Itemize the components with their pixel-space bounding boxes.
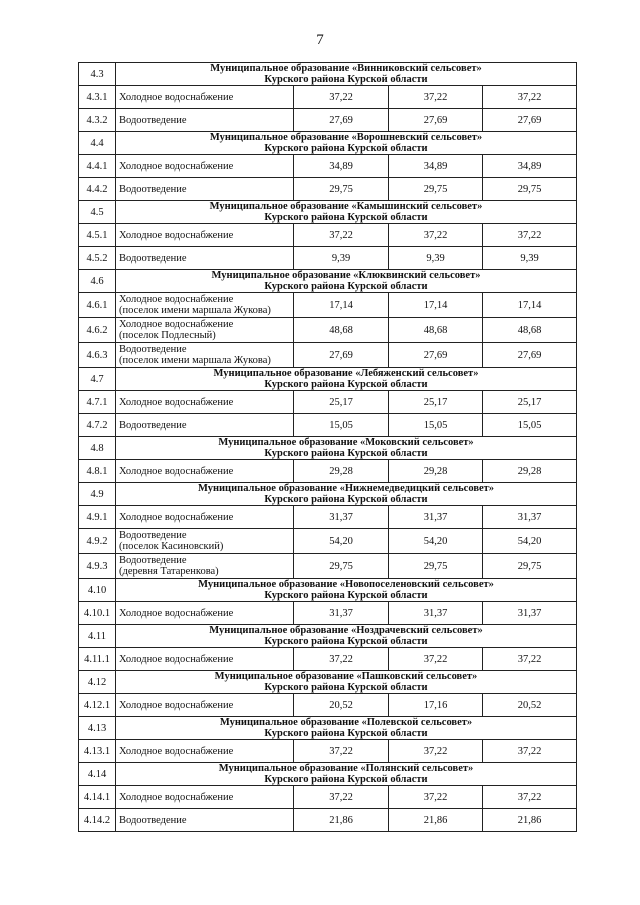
tariff-row (79, 786, 577, 809)
tariff-value-text: 25,17 (423, 396, 448, 408)
municipality-title-line2: Курского района Курской области (264, 212, 428, 223)
service-line: Холодное водоснабжение (119, 465, 234, 477)
municipality-title-line2: Курского района Курской области (264, 774, 428, 785)
row-number: 4.6.3 (79, 343, 116, 368)
service-cell (116, 602, 294, 625)
page-number: 7 (316, 32, 324, 48)
service-cell (116, 343, 294, 368)
service-line: Холодное водоснабжение (119, 229, 234, 241)
municipality-header-row (79, 63, 577, 86)
municipality-title (116, 270, 577, 293)
municipality-title (116, 483, 577, 506)
row-number: 4.14.1 (79, 786, 116, 809)
tariff-value-v3 (483, 293, 577, 318)
tariff-value-text: 54,20 (517, 535, 542, 547)
tariff-value-text: 37,22 (423, 229, 448, 241)
municipality-title-line1: Муниципальное образование «Ворошневский сельсовет» (209, 132, 483, 143)
tariff-table-body (79, 63, 577, 832)
municipality-title (116, 625, 577, 648)
tariff-value-text: 31,37 (517, 607, 542, 619)
tariff-value-text: 27,69 (517, 114, 542, 126)
tariff-value-text: 31,37 (423, 511, 448, 523)
tariff-value-text: 21,86 (423, 814, 448, 826)
tariff-value-text: 20,52 (329, 699, 353, 711)
service-line: Холодное водоснабжение (119, 294, 234, 305)
municipality-header-row (79, 270, 577, 293)
tariff-value-v1 (294, 178, 389, 201)
municipality-title-line1: Муниципальное образование «Пашковский сельсовет» (214, 671, 478, 682)
tariff-row (79, 602, 577, 625)
service-line: Холодное водоснабжение (119, 91, 234, 103)
tariff-value-v3 (483, 86, 577, 109)
row-number: 4.4.1 (79, 155, 116, 178)
tariff-value-v1 (294, 602, 389, 625)
municipality-title (116, 63, 577, 86)
tariff-value-text: 29,75 (517, 560, 542, 572)
tariff-value-v2 (389, 694, 483, 717)
tariff-value-v3 (483, 247, 577, 270)
tariff-value-v2 (389, 155, 483, 178)
tariff-value-text: 37,22 (423, 653, 448, 665)
tariff-value-v2 (389, 602, 483, 625)
municipality-title-line2: Курского района Курской области (264, 494, 428, 505)
tariff-row (79, 648, 577, 671)
tariff-value-text: 31,37 (423, 607, 448, 619)
municipality-header-row (79, 483, 577, 506)
service-cell (116, 414, 294, 437)
tariff-row (79, 247, 577, 270)
service-cell (116, 506, 294, 529)
municipality-title-line1: Муниципальное образование «Нижнемедведицкий сельсовет» (197, 483, 495, 494)
municipality-title-line1: Муниципальное образование «Полевской сельсовет» (219, 717, 473, 728)
tariff-value-v1 (294, 293, 389, 318)
tariff-value-text: 21,86 (329, 814, 353, 826)
row-number: 4.8 (79, 437, 116, 460)
tariff-value-v1 (294, 648, 389, 671)
row-number: 4.14 (79, 763, 116, 786)
service-line: Холодное водоснабжение (119, 791, 234, 803)
service-line: Водоотведение (119, 183, 187, 195)
service-cell (116, 740, 294, 763)
service-cell (116, 247, 294, 270)
tariff-value-v1 (294, 786, 389, 809)
municipality-header-row (79, 763, 577, 786)
tariff-value-v1 (294, 109, 389, 132)
tariff-value-text: 34,89 (329, 160, 353, 172)
tariff-value-text: 29,75 (423, 560, 448, 572)
municipality-title-line2: Курского района Курской области (264, 448, 428, 459)
tariff-value-v3 (483, 554, 577, 579)
tariff-value-text: 25,17 (517, 396, 542, 408)
tariff-value-text: 17,16 (423, 699, 448, 711)
tariff-value-text: 15,05 (517, 419, 542, 431)
tariff-row (79, 391, 577, 414)
row-number: 4.3 (79, 63, 116, 86)
tariff-row (79, 155, 577, 178)
row-number: 4.5.2 (79, 247, 116, 270)
tariff-value-v1 (294, 247, 389, 270)
service-cell (116, 694, 294, 717)
service-cell (116, 155, 294, 178)
tariff-value-v1 (294, 155, 389, 178)
row-number: 4.6.1 (79, 293, 116, 318)
service-line: Холодное водоснабжение (119, 319, 234, 330)
service-cell (116, 391, 294, 414)
service-cell (116, 86, 294, 109)
municipality-title-line2: Курского района Курской области (264, 379, 428, 390)
tariff-value-v2 (389, 529, 483, 554)
tariff-value-text: 37,22 (517, 229, 542, 241)
row-number: 4.12 (79, 671, 116, 694)
tariff-value-text: 20,52 (517, 699, 542, 711)
service-line: Холодное водоснабжение (119, 160, 234, 172)
tariff-value-text: 17,14 (329, 299, 353, 311)
tariff-value-v2 (389, 648, 483, 671)
tariff-value-v2 (389, 247, 483, 270)
tariff-value-text: 37,22 (329, 653, 353, 665)
tariff-value-v2 (389, 86, 483, 109)
tariff-value-text: 37,22 (517, 745, 542, 757)
service-line: (деревня Татаренкова) (119, 566, 219, 577)
tariff-value-v1 (294, 86, 389, 109)
service-line: Холодное водоснабжение (119, 699, 234, 711)
service-line: Холодное водоснабжение (119, 745, 234, 757)
municipality-title-line2: Курского района Курской области (264, 143, 428, 154)
row-number: 4.9 (79, 483, 116, 506)
tariff-value-text: 29,75 (517, 183, 542, 195)
tariff-value-text: 37,22 (517, 91, 542, 103)
tariff-value-v2 (389, 109, 483, 132)
service-line: Водоотведение (119, 419, 187, 431)
tariff-value-v3 (483, 224, 577, 247)
municipality-title (116, 201, 577, 224)
tariff-table (78, 62, 577, 832)
row-number: 4.14.2 (79, 809, 116, 832)
tariff-value-v1 (294, 506, 389, 529)
tariff-value-text: 37,22 (329, 791, 353, 803)
row-number: 4.13.1 (79, 740, 116, 763)
tariff-value-v2 (389, 391, 483, 414)
tariff-value-v2 (389, 343, 483, 368)
service-line: (поселок имени маршала Жукова) (119, 305, 271, 316)
tariff-value-v2 (389, 293, 483, 318)
tariff-value-v3 (483, 740, 577, 763)
tariff-value-text: 48,68 (423, 324, 448, 336)
tariff-value-v3 (483, 786, 577, 809)
tariff-value-v1 (294, 554, 389, 579)
tariff-value-v1 (294, 391, 389, 414)
row-number: 4.7.1 (79, 391, 116, 414)
tariff-value-v1 (294, 414, 389, 437)
tariff-row (79, 460, 577, 483)
municipality-title-line2: Курского района Курской области (264, 728, 428, 739)
tariff-value-text: 21,86 (517, 814, 542, 826)
service-cell (116, 293, 294, 318)
municipality-title-line1: Муниципальное образование «Клюквинский сельсовет» (211, 270, 481, 281)
service-line: (поселок Подлесный) (119, 330, 216, 341)
tariff-value-text: 27,69 (329, 114, 353, 126)
tariff-row (79, 318, 577, 343)
service-line: (поселок Касиновский) (119, 541, 224, 552)
row-number: 4.9.2 (79, 529, 116, 554)
service-cell (116, 109, 294, 132)
row-number: 4.7 (79, 368, 116, 391)
municipality-title (116, 579, 577, 602)
row-number: 4.10 (79, 579, 116, 602)
row-number: 4.5 (79, 201, 116, 224)
tariff-value-v3 (483, 506, 577, 529)
municipality-header-row (79, 437, 577, 460)
tariff-value-text: 48,68 (329, 324, 353, 336)
row-number: 4.6 (79, 270, 116, 293)
row-number: 4.4 (79, 132, 116, 155)
tariff-value-text: 34,89 (423, 160, 448, 172)
tariff-value-text: 29,75 (329, 183, 353, 195)
service-line: Водоотведение (119, 814, 187, 826)
tariff-row (79, 86, 577, 109)
tariff-row (79, 694, 577, 717)
tariff-value-v1 (294, 343, 389, 368)
tariff-value-v1 (294, 694, 389, 717)
tariff-value-v2 (389, 178, 483, 201)
tariff-value-v3 (483, 155, 577, 178)
tariff-value-text: 48,68 (517, 324, 542, 336)
tariff-value-text: 37,22 (329, 229, 353, 241)
tariff-value-text: 37,22 (517, 791, 542, 803)
row-number: 4.7.2 (79, 414, 116, 437)
tariff-value-text: 29,28 (517, 465, 542, 477)
municipality-header-row (79, 625, 577, 648)
row-number: 4.6.2 (79, 318, 116, 343)
tariff-value-v1 (294, 460, 389, 483)
tariff-value-v3 (483, 648, 577, 671)
tariff-value-v1 (294, 740, 389, 763)
municipality-title-line1: Муниципальное образование «Новопоселеновский сельсовет» (198, 579, 494, 590)
service-cell (116, 648, 294, 671)
tariff-value-text: 34,89 (517, 160, 542, 172)
tariff-value-text: 9,39 (520, 252, 539, 264)
service-line: Холодное водоснабжение (119, 607, 234, 619)
service-line: Водоотведение (119, 344, 187, 355)
tariff-row (79, 554, 577, 579)
tariff-row (79, 529, 577, 554)
municipality-title-line2: Курского района Курской области (264, 74, 428, 85)
tariff-value-v2 (389, 224, 483, 247)
tariff-value-v2 (389, 506, 483, 529)
service-line: Водоотведение (119, 252, 187, 264)
row-number: 4.12.1 (79, 694, 116, 717)
municipality-header-row (79, 671, 577, 694)
tariff-value-text: 17,14 (517, 299, 542, 311)
municipality-title-line1: Муниципальное образование «Полянский сельсовет» (218, 763, 474, 774)
tariff-value-text: 25,17 (329, 396, 353, 408)
tariff-value-v3 (483, 343, 577, 368)
service-line: Водоотведение (119, 555, 187, 566)
tariff-value-text: 37,22 (329, 91, 353, 103)
tariff-value-text: 29,75 (329, 560, 353, 572)
municipality-header-row (79, 201, 577, 224)
tariff-row (79, 343, 577, 368)
municipality-title-line2: Курского района Курской области (264, 682, 428, 693)
municipality-title (116, 671, 577, 694)
service-cell (116, 224, 294, 247)
tariff-value-text: 27,69 (517, 349, 542, 361)
tariff-value-v3 (483, 178, 577, 201)
tariff-value-text: 37,22 (423, 91, 448, 103)
tariff-value-text: 37,22 (329, 745, 353, 757)
municipality-header-row (79, 132, 577, 155)
tariff-value-v3 (483, 109, 577, 132)
tariff-value-text: 31,37 (329, 511, 353, 523)
municipality-title-line2: Курского района Курской области (264, 590, 428, 601)
tariff-value-text: 9,39 (426, 252, 445, 264)
tariff-value-text: 29,28 (329, 465, 353, 477)
tariff-value-v3 (483, 694, 577, 717)
tariff-value-text: 37,22 (517, 653, 542, 665)
tariff-value-text: 29,75 (423, 183, 448, 195)
service-line: Водоотведение (119, 114, 187, 126)
service-line: Холодное водоснабжение (119, 653, 234, 665)
municipality-title (116, 437, 577, 460)
tariff-value-v2 (389, 460, 483, 483)
tariff-value-text: 27,69 (423, 349, 448, 361)
tariff-value-text: 27,69 (423, 114, 448, 126)
tariff-value-text: 29,28 (423, 465, 448, 477)
municipality-header-row (79, 368, 577, 391)
row-number: 4.8.1 (79, 460, 116, 483)
service-cell (116, 529, 294, 554)
service-cell (116, 786, 294, 809)
service-cell (116, 460, 294, 483)
tariff-row (79, 224, 577, 247)
tariff-value-text: 9,39 (331, 252, 351, 264)
tariff-value-v2 (389, 809, 483, 832)
tariff-value-v1 (294, 224, 389, 247)
service-cell (116, 178, 294, 201)
tariff-value-v2 (389, 740, 483, 763)
municipality-title-line1: Муниципальное образование «Моковский сельсовет» (218, 437, 474, 448)
row-number: 4.11.1 (79, 648, 116, 671)
tariff-row (79, 293, 577, 318)
row-number: 4.11 (79, 625, 116, 648)
tariff-value-text: 54,20 (329, 535, 353, 547)
tariff-row (79, 414, 577, 437)
municipality-title-line1: Муниципальное образование «Ноздрачевский сельсовет» (209, 625, 483, 636)
tariff-value-text: 17,14 (423, 299, 448, 311)
row-number: 4.3.1 (79, 86, 116, 109)
tariff-value-v3 (483, 602, 577, 625)
row-number: 4.3.2 (79, 109, 116, 132)
municipality-title-line1: Муниципальное образование «Винниковский сельсовет» (210, 63, 482, 74)
tariff-value-v2 (389, 786, 483, 809)
service-cell (116, 318, 294, 343)
row-number: 4.4.2 (79, 178, 116, 201)
row-number: 4.5.1 (79, 224, 116, 247)
tariff-row (79, 109, 577, 132)
municipality-title-line2: Курского района Курской области (264, 281, 428, 292)
municipality-header-row (79, 579, 577, 602)
tariff-row (79, 809, 577, 832)
tariff-row (79, 178, 577, 201)
tariff-value-v3 (483, 809, 577, 832)
tariff-value-v3 (483, 318, 577, 343)
service-cell (116, 554, 294, 579)
tariff-value-text: 31,37 (329, 607, 353, 619)
municipality-title (116, 717, 577, 740)
row-number: 4.10.1 (79, 602, 116, 625)
tariff-value-v2 (389, 414, 483, 437)
tariff-value-v1 (294, 529, 389, 554)
municipality-title (116, 368, 577, 391)
tariff-value-text: 27,69 (329, 349, 353, 361)
tariff-value-text: 37,22 (423, 791, 448, 803)
tariff-row (79, 740, 577, 763)
row-number: 4.13 (79, 717, 116, 740)
service-line: Холодное водоснабжение (119, 511, 234, 523)
tariff-value-text: 54,20 (423, 535, 448, 547)
tariff-value-text: 15,05 (423, 419, 448, 431)
municipality-title-line1: Муниципальное образование «Камышинский сельсовет» (209, 201, 483, 212)
municipality-header-row (79, 717, 577, 740)
service-cell (116, 809, 294, 832)
tariff-value-v3 (483, 414, 577, 437)
tariff-value-v2 (389, 554, 483, 579)
municipality-title (116, 763, 577, 786)
row-number: 4.9.3 (79, 554, 116, 579)
tariff-value-v3 (483, 529, 577, 554)
tariff-value-text: 31,37 (517, 511, 542, 523)
service-line: (поселок имени маршала Жукова) (119, 355, 271, 366)
municipality-title (116, 132, 577, 155)
row-number: 4.9.1 (79, 506, 116, 529)
service-line: Водоотведение (119, 530, 187, 541)
tariff-value-v1 (294, 318, 389, 343)
service-line: Холодное водоснабжение (119, 396, 234, 408)
tariff-value-v3 (483, 391, 577, 414)
municipality-title-line1: Муниципальное образование «Лебяженский сельсовет» (213, 368, 479, 379)
municipality-title-line2: Курского района Курской области (264, 636, 428, 647)
tariff-value-text: 15,05 (329, 419, 353, 431)
tariff-row (79, 506, 577, 529)
tariff-value-v1 (294, 809, 389, 832)
tariff-value-text: 37,22 (423, 745, 448, 757)
tariff-value-v2 (389, 318, 483, 343)
tariff-value-v3 (483, 460, 577, 483)
